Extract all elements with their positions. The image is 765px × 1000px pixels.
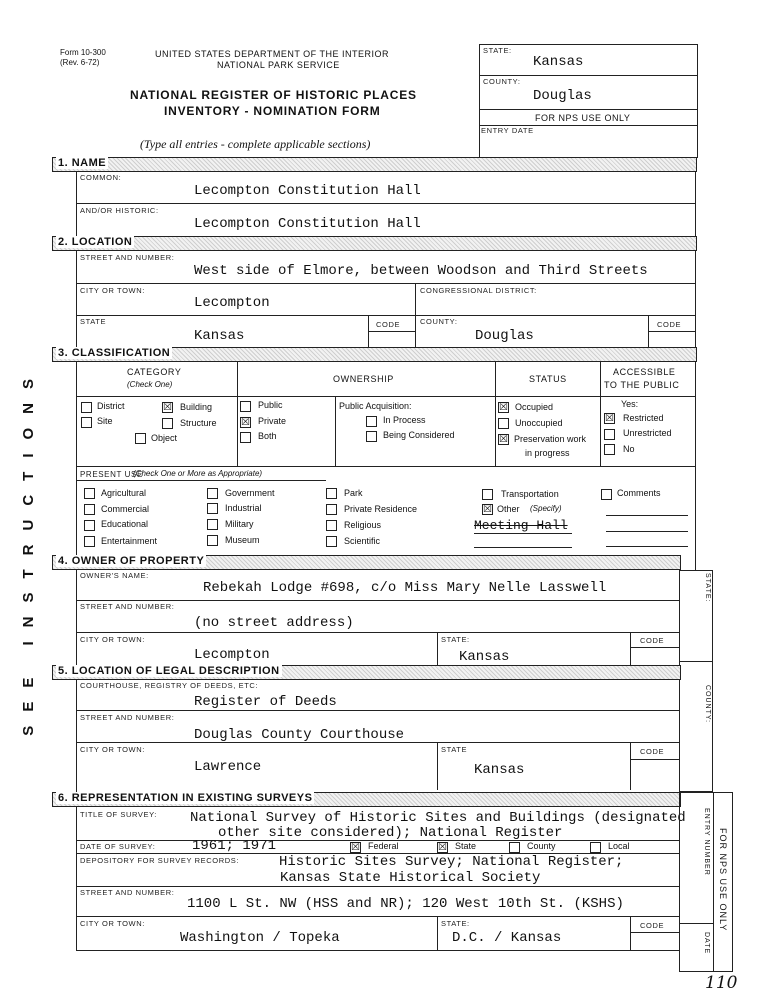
section-4-header — [52, 555, 681, 570]
historic-name-label: AND/OR HISTORIC: — [80, 206, 159, 215]
form-title: NATIONAL REGISTER OF HISTORIC PLACES — [130, 88, 417, 102]
both-label: Both — [258, 431, 277, 441]
nps-use-only: FOR NPS USE ONLY — [535, 113, 631, 123]
section-6-title: 6. REPRESENTATION IN EXISTING SURVEYS — [58, 792, 313, 804]
right-margin-state-label: STATE: — [704, 573, 711, 603]
present-use-label: PRESENT USE — [80, 470, 143, 479]
section-5-header — [52, 665, 681, 680]
comments-label: Comments — [617, 488, 661, 498]
occupied-label: Occupied — [515, 402, 554, 412]
survey-date-value: 1961; 1971 — [192, 838, 277, 854]
accessible-heading: ACCESSIBLE — [613, 367, 676, 377]
legal-city-label: CITY OR TOWN: — [80, 745, 145, 754]
being-considered-checkbox[interactable] — [366, 431, 377, 442]
survey-code-label: CODE — [640, 921, 665, 930]
right-margin-date-label: DATE — [703, 932, 710, 955]
legal-state-value: Kansas — [474, 762, 525, 778]
public-label: Public — [258, 400, 283, 410]
comments-checkbox[interactable] — [601, 489, 612, 500]
industrial-checkbox[interactable] — [207, 503, 218, 514]
status-heading: STATUS — [529, 374, 567, 384]
entry-date-label: ENTRY DATE — [481, 126, 534, 135]
park-checkbox[interactable] — [326, 488, 337, 499]
owner-city-label: CITY OR TOWN: — [80, 635, 145, 644]
private-label: Private — [258, 416, 287, 426]
see-instructions-side-text: SEE INSTRUCTIONS — [20, 365, 37, 736]
nps-county-value: Douglas — [533, 88, 592, 104]
in-process-checkbox[interactable] — [366, 416, 377, 427]
to-the-public-heading: TO THE PUBLIC — [604, 380, 680, 390]
commercial-label: Commercial — [101, 504, 150, 514]
location-county-label: COUNTY: — [420, 317, 458, 326]
for-nps-use-only-vertical: FOR NPS USE ONLY — [718, 828, 728, 932]
service-name: NATIONAL PARK SERVICE — [217, 60, 340, 70]
survey-city-value: Washington / Topeka — [180, 930, 340, 946]
in-progress-label: in progress — [525, 448, 570, 458]
no-label: No — [623, 444, 635, 454]
category-heading: CATEGORY — [127, 367, 182, 377]
county-survey-label: County — [527, 841, 556, 851]
yes-label: Yes: — [621, 399, 639, 409]
survey-title-line2: other site considered); National Register — [218, 825, 563, 841]
location-city-label: CITY OR TOWN: — [80, 286, 145, 295]
government-label: Government — [225, 488, 275, 498]
legal-street-value: Douglas County Courthouse — [194, 727, 405, 743]
nps-county-label: COUNTY: — [483, 77, 521, 86]
section-6-header — [52, 792, 681, 807]
form-number: Form 10-300 — [60, 48, 106, 57]
educational-label: Educational — [101, 519, 149, 529]
owner-state-label: STATE: — [441, 635, 470, 644]
department-name: UNITED STATES DEPARTMENT OF THE INTERIOR — [155, 49, 390, 59]
courthouse-value: Register of Deeds — [194, 694, 337, 710]
location-street-value: West side of Elmore, between Woodson and Third Streets — [194, 263, 648, 279]
state-survey-checkbox[interactable]: ☒ — [438, 842, 447, 853]
restricted-label: Restricted — [623, 413, 664, 423]
survey-date-label: DATE OF SURVEY: — [80, 842, 156, 851]
preservation-work-checkbox[interactable]: ☒ — [499, 434, 508, 445]
religious-checkbox[interactable] — [326, 520, 337, 531]
owner-code-label: CODE — [640, 636, 665, 645]
location-county-code-label: CODE — [657, 320, 682, 329]
section-4-title: 4. OWNER OF PROPERTY — [58, 555, 205, 567]
other-specify-value: Meeting Hall — [474, 518, 568, 533]
owner-street-value: (no street address) — [194, 615, 354, 631]
object-label: Object — [151, 433, 178, 443]
location-county-value: Douglas — [475, 328, 534, 344]
preservation-work-label: Preservation work — [514, 434, 587, 444]
section-3-title: 3. CLASSIFICATION — [58, 347, 171, 359]
nps-state-label: STATE: — [483, 46, 512, 55]
form-instructions: (Type all entries - complete applicable sections) — [140, 137, 371, 151]
entertainment-checkbox[interactable] — [84, 536, 95, 547]
museum-checkbox[interactable] — [207, 535, 218, 546]
private-residence-checkbox[interactable] — [326, 504, 337, 515]
section-2-header — [52, 236, 697, 251]
owner-name-value: Rebekah Lodge #698, c/o Miss Mary Nelle Lasswell — [203, 580, 607, 596]
religious-label: Religious — [344, 520, 382, 530]
transportation-label: Transportation — [501, 489, 559, 499]
both-checkbox[interactable] — [240, 432, 251, 443]
location-city-value: Lecompton — [194, 295, 270, 311]
depository-line1: Historic Sites Survey; National Register; — [279, 854, 624, 870]
congressional-district-label: CONGRESSIONAL DISTRICT: — [420, 286, 537, 295]
private-checkbox[interactable]: ☒ — [241, 417, 250, 428]
section-3-header — [52, 347, 697, 362]
commercial-checkbox[interactable] — [84, 504, 95, 515]
public-checkbox[interactable] — [240, 401, 251, 412]
legal-city-value: Lawrence — [194, 759, 262, 775]
agricultural-label: Agricultural — [101, 488, 147, 498]
section-2-title: 2. LOCATION — [58, 236, 133, 248]
other-checkbox[interactable]: ☒ — [483, 504, 492, 515]
building-label: Building — [180, 402, 213, 412]
unrestricted-label: Unrestricted — [623, 428, 672, 438]
transportation-checkbox[interactable] — [482, 489, 493, 500]
entry-number-label: ENTRY NUMBER — [703, 808, 710, 876]
local-survey-checkbox[interactable] — [590, 842, 601, 853]
form-revision: (Rev. 6-72) — [60, 58, 100, 67]
nps-state-value: Kansas — [533, 54, 584, 70]
military-label: Military — [225, 519, 254, 529]
park-label: Park — [344, 488, 363, 498]
restricted-checkbox[interactable]: ☒ — [605, 413, 614, 424]
unoccupied-label: Unoccupied — [515, 418, 563, 428]
present-use-hint: (Check One or More as Appropriate) — [133, 469, 263, 478]
section-5-title: 5. LOCATION OF LEGAL DESCRIPTION — [58, 665, 280, 677]
scientific-label: Scientific — [344, 536, 381, 546]
survey-street-label: STREET AND NUMBER: — [80, 888, 175, 897]
military-checkbox[interactable] — [207, 519, 218, 530]
common-name-value: Lecompton Constitution Hall — [194, 183, 421, 199]
agricultural-checkbox[interactable] — [84, 488, 95, 499]
location-state-label: STATE — [80, 317, 107, 326]
museum-label: Museum — [225, 535, 260, 545]
historic-name-value: Lecompton Constitution Hall — [194, 216, 421, 232]
public-acquisition-label: Public Acquisition: — [339, 401, 412, 411]
government-checkbox[interactable] — [207, 488, 218, 499]
occupied-checkbox[interactable]: ☒ — [499, 402, 508, 413]
owner-city-value: Lecompton — [194, 647, 270, 663]
section-1-title: 1. NAME — [58, 157, 107, 169]
private-residence-label: Private Residence — [344, 504, 418, 514]
building-checkbox[interactable]: ☒ — [163, 402, 172, 413]
legal-street-label: STREET AND NUMBER: — [80, 713, 175, 722]
site-label: Site — [97, 416, 113, 426]
ownership-heading: OWNERSHIP — [333, 374, 394, 384]
unrestricted-checkbox[interactable] — [604, 429, 615, 440]
location-state-value: Kansas — [194, 328, 245, 344]
structure-label: Structure — [180, 418, 217, 428]
survey-street-value: 1100 L St. NW (HSS and NR); 120 West 10th St. (KSHS) — [187, 896, 624, 912]
district-checkbox[interactable] — [81, 402, 92, 413]
no-checkbox[interactable] — [604, 444, 615, 455]
state-survey-label: State — [455, 841, 477, 851]
survey-title-label: TITLE OF SURVEY: — [80, 810, 157, 819]
survey-title-line1: National Survey of Historic Sites and Buildings (designated — [190, 810, 686, 826]
object-checkbox[interactable] — [135, 433, 146, 444]
common-name-label: COMMON: — [80, 173, 122, 182]
being-considered-label: Being Considered — [383, 430, 455, 440]
section-1-header — [52, 157, 697, 172]
other-label: Other — [497, 504, 520, 514]
educational-checkbox[interactable] — [84, 520, 95, 531]
owner-name-label: OWNER'S NAME: — [80, 571, 149, 580]
in-process-label: In Process — [383, 415, 426, 425]
county-survey-checkbox[interactable] — [509, 842, 520, 853]
right-margin-state-county-box — [679, 570, 713, 792]
page-number: 110 — [705, 973, 738, 993]
federal-checkbox[interactable]: ☒ — [351, 842, 360, 853]
unoccupied-checkbox[interactable] — [498, 418, 509, 429]
entertainment-label: Entertainment — [101, 536, 158, 546]
depository-label: DEPOSITORY FOR SURVEY RECORDS: — [80, 856, 240, 865]
form-subtitle: INVENTORY - NOMINATION FORM — [164, 104, 381, 118]
legal-state-label: STATE — [441, 745, 468, 754]
survey-state-value: D.C. / Kansas — [452, 930, 562, 946]
local-survey-label: Local — [608, 841, 630, 851]
depository-line2: Kansas State Historical Society — [280, 870, 541, 886]
site-checkbox[interactable] — [81, 417, 92, 428]
structure-checkbox[interactable] — [162, 418, 173, 429]
survey-state-label: STATE: — [441, 919, 470, 928]
district-label: District — [97, 401, 125, 411]
owner-street-label: STREET AND NUMBER: — [80, 602, 175, 611]
location-street-label: STREET AND NUMBER: — [80, 253, 175, 262]
federal-label: Federal — [368, 841, 399, 851]
legal-code-label: CODE — [640, 747, 665, 756]
category-check-one: (Check One) — [127, 380, 173, 389]
industrial-label: Industrial — [225, 503, 262, 513]
survey-city-label: CITY OR TOWN: — [80, 919, 145, 928]
location-state-code-label: CODE — [376, 320, 401, 329]
courthouse-label: COURTHOUSE, REGISTRY OF DEEDS, ETC: — [80, 681, 259, 690]
right-margin-county-label: COUNTY: — [704, 685, 711, 724]
owner-state-value: Kansas — [459, 649, 510, 665]
other-specify-hint: (Specify) — [530, 504, 562, 513]
scientific-checkbox[interactable] — [326, 536, 337, 547]
